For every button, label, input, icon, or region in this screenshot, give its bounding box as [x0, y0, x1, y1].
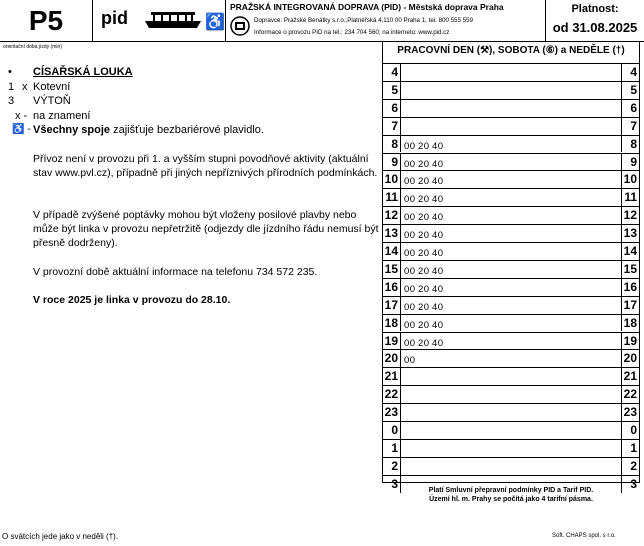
departure-minute: 00	[404, 158, 416, 170]
hour-label-right: 11	[621, 189, 639, 206]
departure-minute: 40	[432, 319, 444, 331]
departure-minute: 00	[404, 212, 416, 224]
line-number: P5	[0, 0, 93, 41]
hour-label-left: 3	[383, 476, 401, 493]
departure-minute: 00	[404, 355, 416, 367]
hour-label-right: 16	[621, 279, 639, 296]
minutes-cell	[404, 212, 446, 223]
hour-row	[383, 117, 639, 135]
hour-label-left: 6	[383, 100, 401, 117]
legend-wc-bold: Všechny spoje	[33, 124, 111, 136]
departure-minute: 00	[404, 301, 416, 313]
current-stop-name: CÍSAŘSKÁ LOUKA	[33, 66, 133, 78]
hour-label-left: 1	[383, 440, 401, 457]
departure-minute: 00	[404, 283, 416, 295]
hour-label-left: 2	[383, 458, 401, 475]
departure-minute: 40	[432, 283, 444, 295]
hour-label-right: 23	[621, 404, 639, 421]
hour-row	[383, 206, 639, 224]
validity-label: Platnost:	[571, 3, 619, 15]
departure-minute: 40	[432, 158, 444, 170]
stop-time: 1	[8, 81, 15, 93]
departure-minute: 00	[404, 265, 416, 277]
departure-minute: 20	[418, 283, 430, 295]
stop-name: VÝTOŇ	[33, 95, 71, 107]
departure-minute: 00	[404, 140, 416, 152]
hour-label-left: 7	[383, 118, 401, 135]
ship-icon	[143, 10, 203, 30]
hour-row	[383, 457, 639, 475]
hour-label-right: 1	[621, 440, 639, 457]
hour-row	[383, 99, 639, 117]
hour-row	[383, 385, 639, 403]
orientation-note: orientační doba jízdy (min)	[3, 44, 62, 50]
hour-label-left: 0	[383, 422, 401, 439]
hour-label-right: 17	[621, 297, 639, 314]
wheelchair-icon: ♿ -	[12, 124, 31, 135]
departure-minute: 00	[404, 337, 416, 349]
validity-date: od 31.08.2025	[552, 20, 638, 35]
departure-minute: 20	[418, 319, 430, 331]
hour-label-right: 22	[621, 386, 639, 403]
hour-label-left: 21	[383, 368, 401, 385]
stop-request-mark: x	[22, 81, 28, 93]
departure-minute: 40	[432, 301, 444, 313]
hour-label-left: 10	[383, 171, 401, 188]
departure-minute: 00	[404, 194, 416, 206]
hour-row	[383, 314, 639, 332]
hour-row	[383, 349, 639, 367]
phone-note: V provozní době aktuální informace na telefonu 734 572 235.	[33, 266, 318, 278]
departure-minute: 40	[432, 140, 444, 152]
tariff-note	[382, 486, 640, 504]
hour-label-right: 6	[621, 100, 639, 117]
hour-label-right: 20	[621, 350, 639, 367]
hour-label-right: 2	[621, 458, 639, 475]
hour-row	[383, 367, 639, 385]
hour-row	[383, 188, 639, 206]
departure-minute: 20	[418, 194, 430, 206]
hour-row	[383, 153, 639, 171]
hour-label-right: 18	[621, 315, 639, 332]
hour-label-left: 12	[383, 207, 401, 224]
flood-note: Přívoz není v provozu při 1. a vyšším stupni povodňové aktivity (aktuální stav www.pvl.cz), případně při jiných nepříznivých přírodních podmínkách.	[33, 153, 378, 179]
hour-row	[383, 224, 639, 242]
hour-row	[383, 63, 639, 81]
departure-minute: 40	[432, 176, 444, 188]
pid-word: pid	[101, 8, 128, 28]
hour-label-left: 19	[383, 333, 401, 350]
departure-minute: 20	[418, 176, 430, 188]
hour-label-right: 4	[621, 64, 639, 81]
hour-row	[383, 278, 639, 296]
hour-label-right: 9	[621, 154, 639, 171]
hour-label-left: 14	[383, 243, 401, 260]
minutes-cell	[404, 284, 446, 295]
departure-minute: 20	[418, 301, 430, 313]
minutes-cell	[404, 230, 446, 241]
hour-label-left: 4	[383, 64, 401, 81]
hour-label-left: 11	[383, 189, 401, 206]
hour-row	[383, 439, 639, 457]
departure-minute: 20	[418, 248, 430, 259]
hour-label-right: 3	[621, 476, 639, 493]
departure-minute: 20	[418, 158, 430, 170]
departure-minute: 40	[432, 265, 444, 277]
hour-label-left: 16	[383, 279, 401, 296]
minutes-cell	[404, 302, 446, 313]
hour-row	[383, 260, 639, 278]
hour-label-right: 13	[621, 225, 639, 242]
departure-minute: 20	[418, 337, 430, 349]
departure-minute: 00	[404, 176, 416, 188]
hour-label-right: 21	[621, 368, 639, 385]
pid-box	[93, 0, 226, 41]
hour-label-left: 9	[383, 154, 401, 171]
hour-label-right: 19	[621, 333, 639, 350]
tariff-line-1: Platí Smluvní přepravní podmínky PID a Tarif PID.	[428, 487, 594, 494]
hour-label-left: 22	[383, 386, 401, 403]
hour-row	[383, 296, 639, 314]
departure-minute: 00	[404, 319, 416, 331]
operator-box	[226, 0, 546, 41]
departure-minute: 40	[432, 230, 444, 242]
timetable-header	[0, 0, 644, 42]
hour-label-right: 0	[621, 422, 639, 439]
departure-minute: 20	[418, 212, 430, 224]
minutes-cell	[404, 355, 418, 366]
hour-label-right: 14	[621, 243, 639, 260]
departure-minute: 20	[418, 265, 430, 277]
hour-label-right: 12	[621, 207, 639, 224]
validity-box	[546, 0, 644, 41]
hour-row	[383, 242, 639, 260]
table-heading: PRACOVNÍ DEN (⚒), SOBOTA (⑥) a NEDĚLE (†)	[397, 45, 625, 56]
hour-label-right: 5	[621, 82, 639, 99]
org-title: PRAŽSKÁ INTEGROVANÁ DOPRAVA (PID) - Městská doprava Praha	[230, 2, 504, 12]
hour-label-right: 8	[621, 136, 639, 153]
hour-label-left: 20	[383, 350, 401, 367]
hour-row	[383, 81, 639, 99]
tariff-line-2: Území hl. m. Prahy se počítá jako 4 tarifní pásma.	[429, 496, 593, 503]
legend-x-mark: x -	[15, 110, 28, 122]
hour-label-left: 18	[383, 315, 401, 332]
minutes-cell	[404, 320, 446, 331]
hour-row	[383, 403, 639, 421]
hour-label-left: 5	[383, 82, 401, 99]
departure-minute: 20	[418, 140, 430, 152]
hour-label-left: 17	[383, 297, 401, 314]
departure-minute: 00	[404, 230, 416, 242]
departure-minute: 20	[418, 230, 430, 242]
legend-x-text: na znamení	[33, 110, 91, 122]
hour-row	[383, 332, 639, 350]
hour-row	[383, 421, 639, 439]
pid-logo-icon	[230, 14, 250, 38]
hour-row	[383, 135, 639, 153]
minutes-cell	[404, 248, 446, 259]
hour-label-left: 15	[383, 261, 401, 278]
hour-label-left: 23	[383, 404, 401, 421]
hour-label-right: 15	[621, 261, 639, 278]
org-info: Informace o provozu PID na tel.: 234 704 560; na internetu: www.pid.cz	[254, 29, 450, 36]
minutes-cell	[404, 141, 446, 152]
minutes-cell	[404, 159, 446, 170]
stop-name: Kotevní	[33, 81, 71, 93]
wheelchair-icon: ♿	[205, 14, 225, 31]
hour-label-right: 10	[621, 171, 639, 188]
departure-minute: 40	[432, 248, 444, 259]
departure-minute: 40	[432, 194, 444, 206]
legend-wc-text: zajišťuje bezbariérové plavidlo.	[110, 124, 264, 136]
software-credit: Soft. CHAPS spol. s r.o.	[552, 533, 616, 539]
minutes-cell	[404, 194, 446, 205]
current-stop-mark: •	[8, 66, 12, 78]
hour-row	[383, 170, 639, 188]
departure-minute: 40	[432, 212, 444, 224]
stop-time: 3	[8, 95, 15, 107]
departure-minute: 00	[404, 248, 416, 259]
hour-label-left: 13	[383, 225, 401, 242]
hour-label-right: 7	[621, 118, 639, 135]
season-note: V roce 2025 je linka v provozu do 28.10.	[33, 294, 231, 306]
minutes-cell	[404, 266, 446, 277]
departure-minute: 40	[432, 337, 444, 349]
holiday-note: O svátcích jede jako v neděli (†).	[2, 532, 119, 541]
extra-trips-note: V případě zvýšené poptávky mohou být vloženy posilové plavby nebo může být linka v provozu nepřetržitě (odjezdy dle jízdního řádu nemusí být přesně dodrženy).	[33, 209, 379, 249]
minutes-cell	[404, 176, 446, 187]
org-contact: Dopravce: Pražské Benátky s.r.o.,Platnéřská 4,110 00 Praha 1, tel. 800 555 559	[254, 17, 473, 24]
hour-label-left: 8	[383, 136, 401, 153]
minutes-cell	[404, 338, 446, 349]
